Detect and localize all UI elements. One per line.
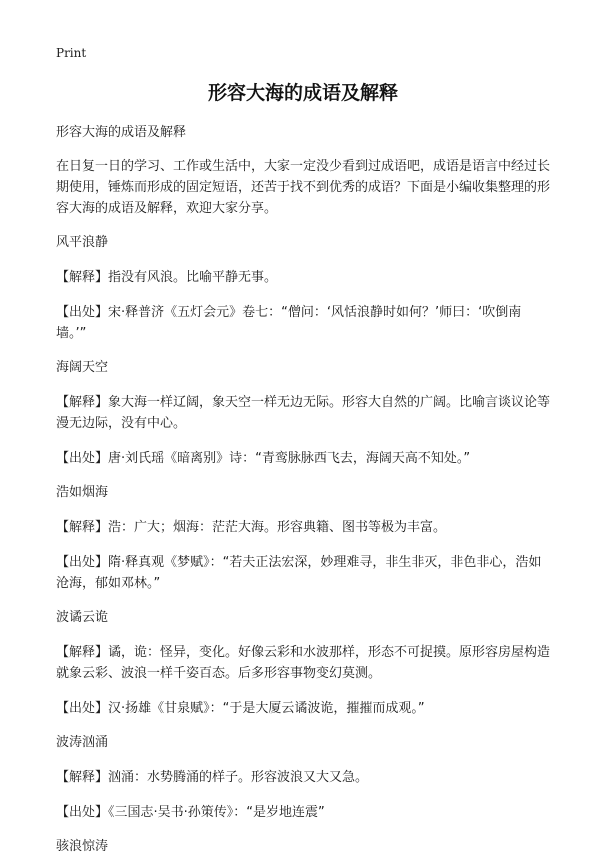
idiom-name: 波谲云诡 [56, 610, 109, 625]
idiom-source: 【出处】唐·刘氏瑶《暗离别》诗：“青鸾脉脉西飞去，海阔天高不知处。” [56, 451, 471, 466]
intro-paragraph: 在日复一日的学习、工作或生活中，大家一定没少看到过成语吧，成语是语言中经过长期使用，锤炼而形成的固定短语，还苦于找不到优秀的成语？下面是小编收集整理的形容大海的成语及解释，欢迎大家分享。 [56, 159, 551, 216]
idiom-source: 【出处】宋·释普济《五灯会元》卷七：“僧问：‘风恬浪静时如何？’师曰：‘吹倒南墙。’” [56, 305, 522, 341]
article-subtitle: 形容大海的成语及解释 [56, 125, 187, 140]
idiom-explanation: 【解释】浩：广大；烟海：茫茫大海。形容典籍、图书等极为丰富。 [56, 520, 447, 535]
idiom-block [56, 233, 550, 344]
idiom-block [56, 837, 550, 857]
idiom-name: 波涛汹涌 [56, 735, 109, 750]
idiom-name: 海阔天空 [56, 360, 109, 375]
idiom-explanation: 【解释】象大海一样辽阔，象天空一样无边无际。形容大自然的广阔。比喻言谈议论等漫无边际，没有中心。 [56, 395, 551, 431]
idiom-block [56, 733, 550, 823]
idiom-block [56, 608, 550, 719]
idiom-source: 【出处】隋·释真观《梦赋》：“若夫正法宏深，妙理难寻，非生非灭，非色非心，浩如沧海，郁如邓林。” [56, 555, 542, 591]
idiom-source: 【出处】《三国志·吴书·孙策传》：“是岁地连震” [56, 805, 325, 820]
idiom-name: 浩如烟海 [56, 485, 109, 500]
idiom-block [56, 483, 550, 594]
idiom-name: 骇浪惊涛 [56, 839, 109, 854]
idiom-name: 风平浪静 [56, 235, 109, 250]
idiom-block [56, 358, 550, 469]
idiom-source: 【出处】汉·扬雄《甘泉赋》：“于是大厦云谲波诡，摧摧而成观。” [56, 701, 425, 716]
print-link[interactable]: Print [56, 46, 87, 60]
page-title: 形容大海的成语及解释 [207, 82, 398, 104]
idiom-explanation: 【解释】谲，诡：怪异，变化。好像云彩和水波那样，形态不可捉摸。原形容房屋构造就象云彩、波浪一样千姿百态。后多形容事物变幻莫测。 [56, 645, 551, 681]
idiom-explanation: 【解释】汹涌：水势腾涌的样子。形容波浪又大又急。 [56, 770, 369, 785]
idiom-explanation: 【解释】指没有风浪。比喻平静无事。 [56, 270, 278, 285]
